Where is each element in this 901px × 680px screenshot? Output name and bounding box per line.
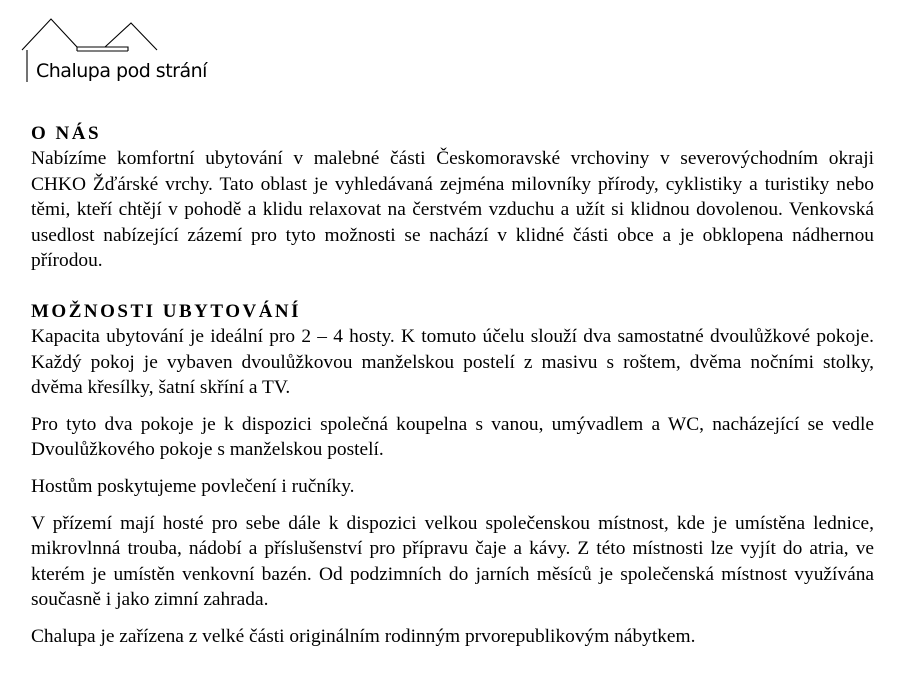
logo-text: Chalupa pod strání <box>36 60 207 82</box>
paragraph: Pro tyto dva pokoje je k dispozici společná koupelna s vanou, umývadlem a WC, nacházející se vedle Dvoulůžkového pokoje s manželskou postelí. <box>31 413 874 461</box>
paragraph: Nabízíme komfortní ubytování v malebné části Českomoravské vrchoviny v severovýchodním okraji CHKO Žďárské vrchy. Tato oblast je vyhledávaná zejména milovníky přírody, cyklistiky a turistiky nebo těmi, kteří chtějí v pohodě a klidu relaxovat na čerstvém vzduchu a užít si klidnou dovolenou. Venkovská usedlost nabízející zázemí pro tyto možnosti se nachází v klidné části obce a je obklopena nádhernou přírodou. <box>31 148 874 272</box>
section-accommodation <box>31 299 874 650</box>
section-heading: O NÁS <box>31 123 102 144</box>
main-content <box>31 121 874 661</box>
logo <box>20 14 250 94</box>
house-roofs-icon <box>20 14 250 94</box>
paragraph: Hostům poskytujeme povlečení i ručníky. <box>31 475 355 497</box>
paragraph: Kapacita ubytování je ideální pro 2 – 4 hosty. K tomuto účelu slouží dva samostatné dvoulůžkové pokoje. Každý pokoj je vybaven dvoulůžkovou manželskou postelí z masivu s roštem, dvěma nočními stolky, dvěma křesílky, šatní skříní a TV. <box>31 325 874 399</box>
section-about <box>31 121 874 274</box>
section-heading: MOŽNOSTI UBYTOVÁNÍ <box>31 300 302 322</box>
paragraph: V přízemí mají hosté pro sebe dále k dispozici velkou společenskou místnost, kde je umístěna lednice, mikrovlnná trouba, nádobí a příslušenství pro přípravu čaje a kávy. Z této místnosti lze vyjít do atria, ve kterém je umístěn venkovní bazén. Od podzimních do jarních měsíců je společenská místnost využívána současně i jako zimní zahrada. <box>31 512 874 611</box>
paragraph: Chalupa je zařízena z velké části originálním rodinným prvorepublikovým nábytkem. <box>31 625 696 647</box>
